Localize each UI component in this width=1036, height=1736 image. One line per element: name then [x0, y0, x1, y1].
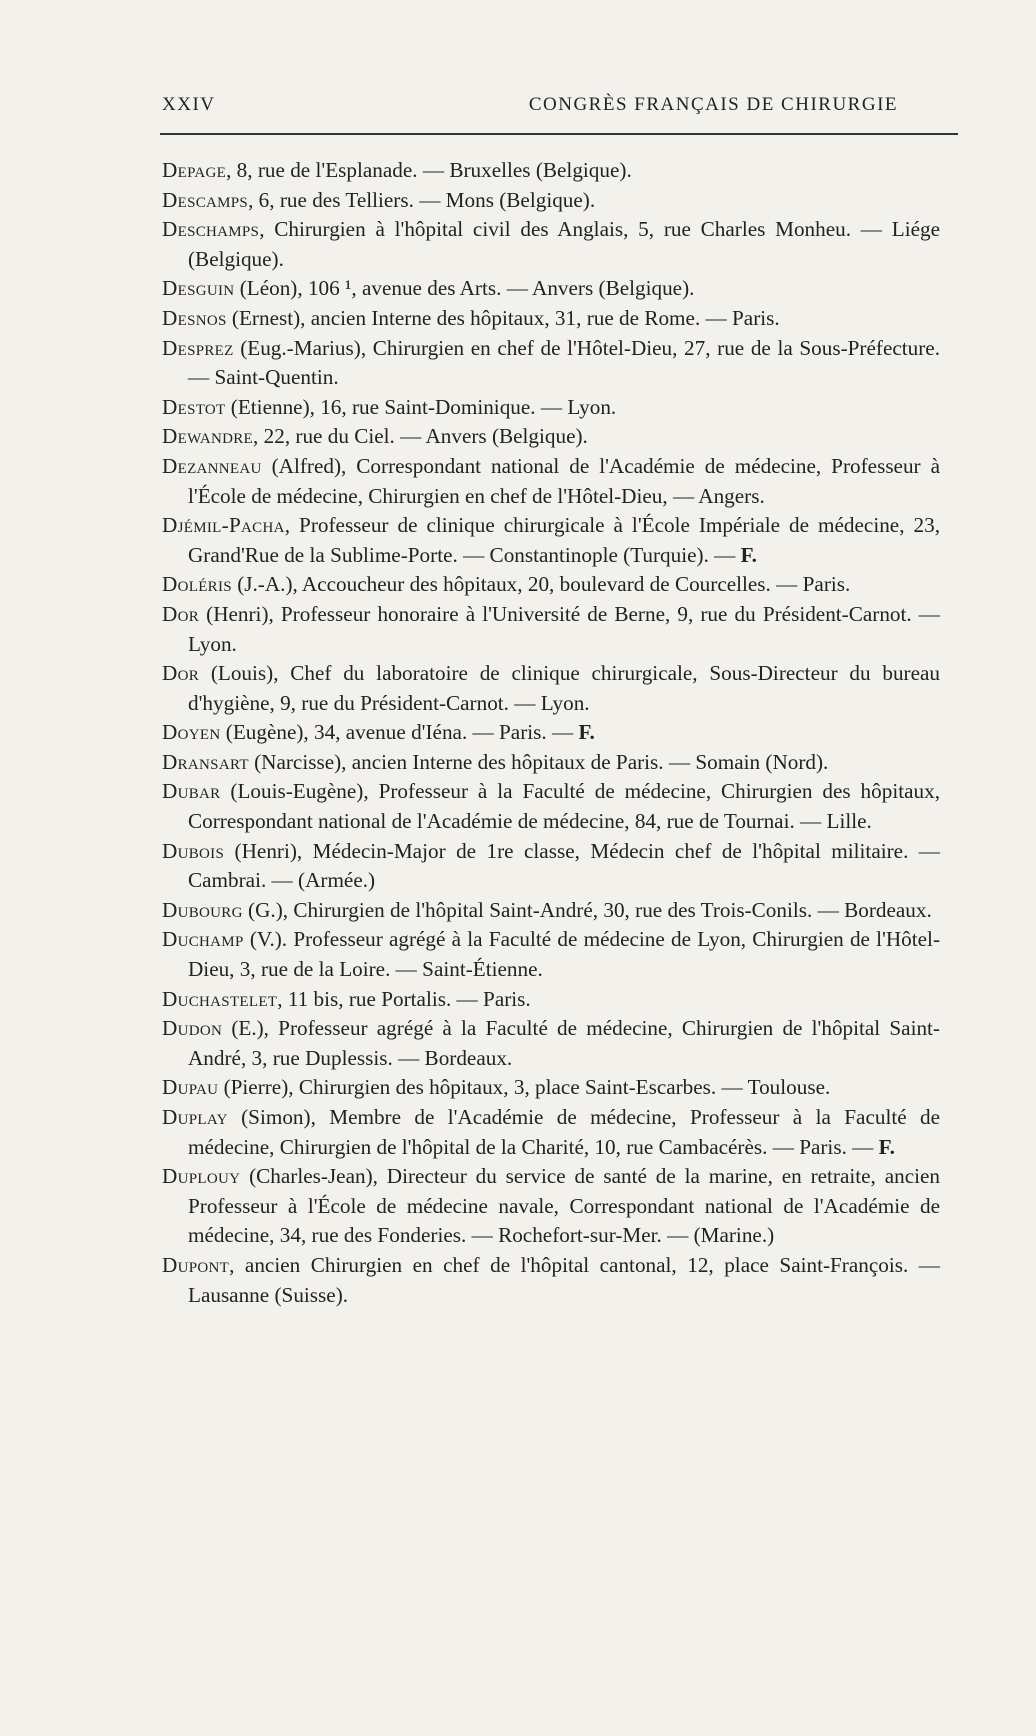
member-name: Duplouy — [162, 1164, 241, 1189]
header-rule — [160, 133, 958, 135]
member-details: , 6, rue des Telliers. — Mons (Belgique). — [248, 187, 596, 212]
list-item — [162, 1103, 940, 1162]
member-details: (E.), Professeur agrégé à la Faculté de médecine, Chirurgien de l'hôpital Saint-André, 3, rue Duplessis. — Bordeaux. — [188, 1016, 940, 1070]
list-item — [162, 1162, 940, 1251]
member-name: Depage — [162, 158, 227, 182]
member-name: Dubois — [162, 838, 225, 863]
member-details: (Charles-Jean), Directeur du service de santé de la marine, en retraite, ancien Professeur à l'École de médecine navale, Correspondant national de l'Académie de médecine, 34, rue des Fonderies. — Rochefort-sur-Mer. — (Marine.) — [188, 1164, 940, 1248]
member-details: (G.), Chirurgien de l'hôpital Saint-André, 30, rue des Trois-Conils. — Bordeaux. — [242, 897, 932, 922]
member-name: Desprez — [162, 335, 234, 360]
member-name: Duchastelet — [162, 986, 278, 1011]
list-item — [162, 1073, 940, 1103]
list-item — [162, 422, 940, 452]
member-name: Dudon — [162, 1016, 223, 1041]
member-details: (V.). Professeur agrégé à la Faculté de médecine de Lyon, Chirurgien de l'Hôtel-Dieu, 3, rue de la Loire. — Saint-Étienne. — [188, 927, 940, 982]
member-name: Descamps — [162, 187, 249, 212]
list-item — [162, 925, 940, 984]
member-name: Dubar — [162, 779, 221, 804]
list-item — [162, 896, 940, 926]
member-details: (Louis), Chef du laboratoire de clinique chirurgicale, Sous-Directeur du bureau d'hygiène, 9, rue du Président-Carnot. — Lyon. — [188, 661, 940, 715]
member-name: Djémil-Pacha — [162, 513, 285, 538]
member-details: , 8, rue de l'Esplanade. — Bruxelles (Belgique). — [226, 158, 632, 182]
running-title: CONGRÈS FRANÇAIS DE CHIRURGIE — [528, 94, 898, 115]
member-name: Desnos — [162, 305, 227, 330]
member-name: Dupau — [162, 1075, 219, 1100]
list-item — [162, 985, 940, 1015]
list-item — [162, 186, 940, 216]
member-name: Dezanneau — [162, 453, 262, 478]
member-details: (Henri), Professeur honoraire à l'Université de Berne, 9, rue du Président-Carnot. — Lyon. — [188, 601, 940, 656]
member-name: Destot — [162, 394, 226, 419]
member-details: , ancien Chirurgien en chef de l'hôpital cantonal, 12, place Saint-François. — Lausanne (Suisse). — [188, 1252, 940, 1307]
member-details: (Henri), Médecin-Major de 1re classe, Médecin chef de l'hôpital militaire. — Cambrai. — (Armée.) — [188, 838, 940, 893]
list-item — [162, 837, 940, 896]
list-item — [162, 570, 940, 600]
list-item — [162, 1014, 940, 1073]
member-details: , 22, rue du Ciel. — Anvers (Belgique). — [253, 424, 588, 449]
member-details: (Simon), Membre de l'Académie de médecine, Professeur à la Faculté de médecine, Chirurgien de l'hôpital de la Charité, 10, rue Cambacérès. — Paris. — — [188, 1105, 940, 1159]
member-name: Dupont — [162, 1252, 230, 1277]
member-details: (Alfred), Correspondant national de l'Académie de médecine, Professeur à l'École de médecine, Chirurgien en chef de l'Hôtel-Dieu, — Angers. — [188, 453, 940, 508]
member-details: (Eug.-Marius), Chirurgien en chef de l'Hôtel-Dieu, 27, rue de la Sous-Préfecture. — Saint-Quentin. — [188, 335, 940, 390]
member-details: (J.-A.), Accoucheur des hôpitaux, 20, boulevard de Courcelles. — Paris. — [231, 572, 851, 597]
list-item — [162, 659, 940, 718]
member-details: (Louis-Eugène), Professeur à la Faculté de médecine, Chirurgien des hôpitaux, Correspondant national de l'Académie de médecine, 84, rue de Tournai. — Lille. — [188, 779, 940, 834]
member-details: (Etienne), 16, rue Saint-Dominique. — Lyon. — [225, 394, 617, 419]
list-item — [162, 718, 940, 748]
list-item — [162, 777, 940, 836]
list-item — [162, 156, 940, 186]
list-item — [162, 1251, 940, 1310]
member-details: , Chirurgien à l'hôpital civil des Anglais, 5, rue Charles Monheu. — Liége (Belgique). — [188, 217, 940, 271]
member-details: (Léon), 106 ¹, avenue des Arts. — Anvers (Belgique). — [234, 276, 695, 301]
list-item — [162, 274, 940, 304]
member-name: Dor — [162, 601, 200, 626]
list-item — [162, 334, 940, 393]
page-number: XXIV — [162, 94, 216, 115]
member-details: (Narcisse), ancien Interne des hôpitaux de Paris. — Somain (Nord). — [248, 749, 829, 774]
member-details: (Pierre), Chirurgien des hôpitaux, 3, place Saint-Escarbes. — Toulouse. — [218, 1075, 831, 1100]
member-details: (Eugène), 34, avenue d'Iéna. — Paris. — — [220, 720, 579, 745]
member-name: Desguin — [162, 276, 235, 301]
list-item — [162, 452, 940, 511]
member-details: , Professeur de clinique chirurgicale à l'École Impériale de médecine, 23, Grand'Rue de la Sublime-Porte. — Constantinople (Turquie). — — [188, 513, 940, 567]
member-name: Doyen — [162, 720, 221, 745]
member-name: Dransart — [162, 749, 249, 774]
member-name: Dubourg — [162, 897, 243, 922]
list-item — [162, 215, 940, 274]
member-name: Doléris — [162, 572, 232, 597]
list-item — [162, 511, 940, 570]
member-name: Dor — [162, 661, 200, 686]
member-name: Dewandre — [162, 424, 254, 449]
member-name: Duplay — [162, 1105, 228, 1129]
list-item — [162, 748, 940, 778]
founder-mark: F. — [578, 720, 595, 745]
member-name: Duchamp — [162, 927, 244, 952]
list-item — [162, 393, 940, 423]
list-item — [162, 304, 940, 334]
member-details: , 11 bis, rue Portalis. — Paris. — [277, 986, 531, 1011]
member-name: Deschamps — [162, 217, 260, 242]
list-item — [162, 600, 940, 659]
member-list — [162, 156, 940, 1310]
founder-mark: F. — [878, 1134, 895, 1159]
member-details: (Ernest), ancien Interne des hôpitaux, 31, rue de Rome. — Paris. — [226, 305, 780, 330]
page-header — [162, 94, 958, 116]
founder-mark: F. — [740, 542, 757, 567]
